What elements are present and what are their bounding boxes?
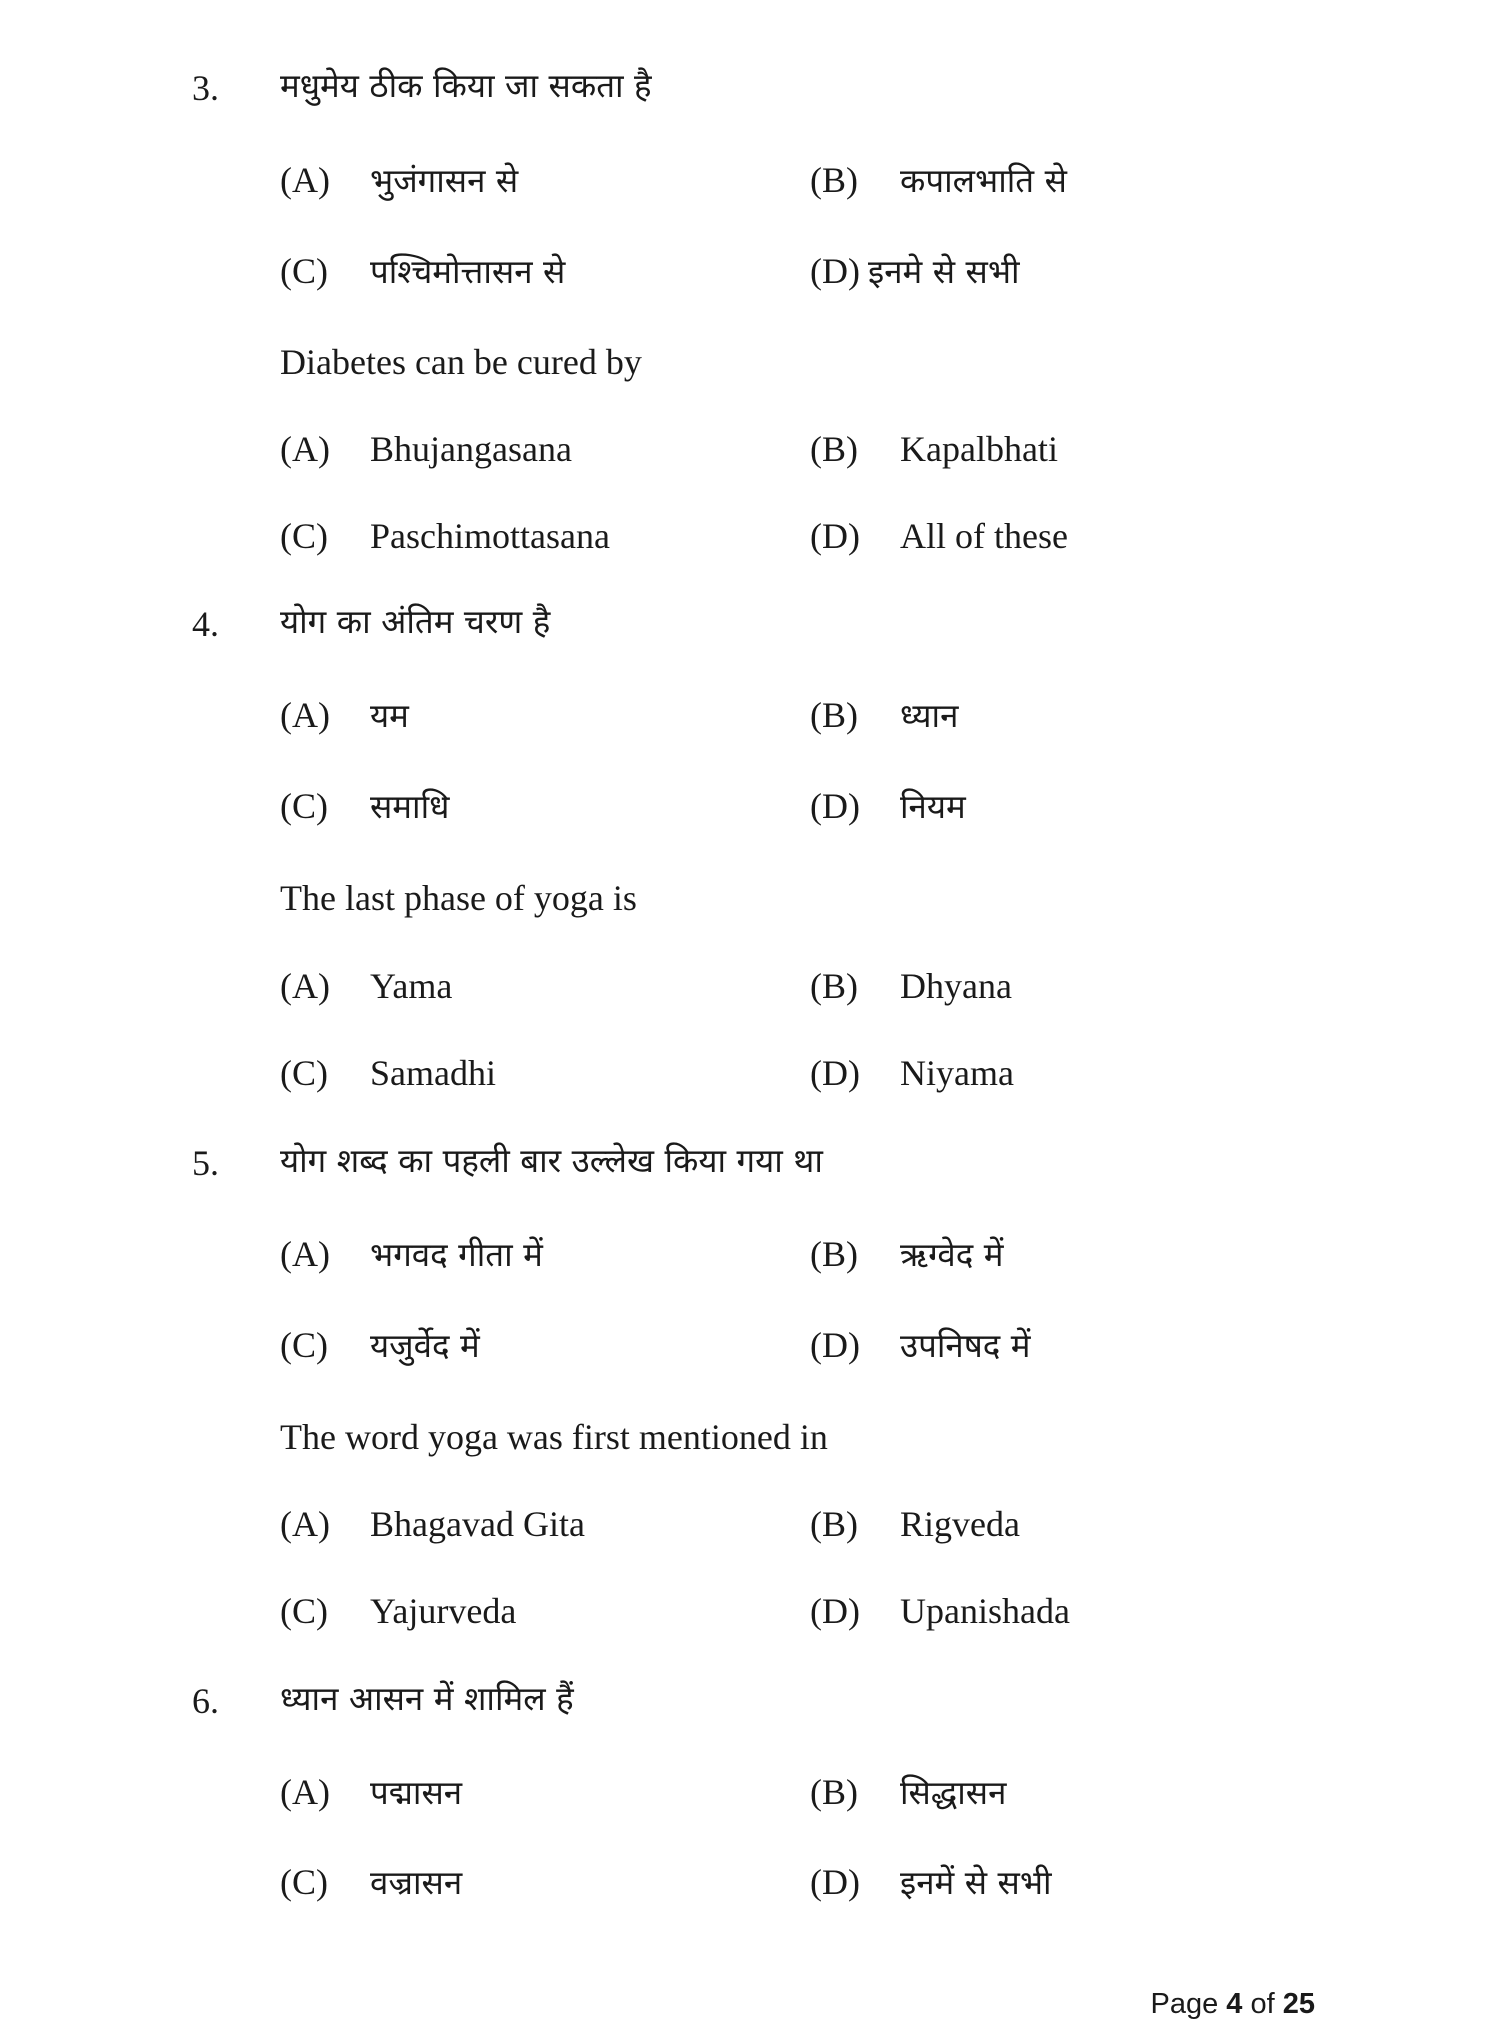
option-label: (A) [280, 1504, 330, 1544]
option-label: (D) [810, 1053, 860, 1093]
question-number: 6. [192, 1681, 219, 1721]
option-text: Dhyana [900, 966, 1012, 1006]
option-text: समाधि [370, 787, 450, 826]
english-question: Diabetes can be cured by [280, 342, 642, 382]
option-text: इनमे से सभी [868, 252, 1020, 291]
option-text: कपालभाति से [900, 161, 1067, 200]
option-label: (B) [810, 1504, 858, 1544]
hindi-option-a [280, 1770, 462, 1815]
option-label: (C) [280, 1325, 328, 1365]
page-number-footer [1150, 1988, 1315, 2021]
option-label: (C) [280, 786, 328, 826]
option-label: (A) [280, 1234, 330, 1274]
english-option-b [810, 1502, 1020, 1546]
option-label: (C) [280, 1591, 328, 1631]
question-number: 5. [192, 1143, 219, 1183]
hindi-question: ध्यान आसन में शामिल हैं [280, 1679, 574, 1718]
option-label: (B) [810, 966, 858, 1006]
english-option-c [280, 1589, 516, 1633]
english-option-c [280, 1051, 496, 1095]
hindi-option-b [810, 1232, 1004, 1277]
option-label: (C) [280, 251, 328, 291]
english-option-d [810, 514, 1068, 558]
hindi-option-c [280, 1860, 462, 1905]
option-text: Kapalbhati [900, 429, 1058, 469]
option-label: (D) [810, 1862, 860, 1902]
option-text: Upanishada [900, 1591, 1070, 1631]
option-label: (B) [810, 160, 858, 200]
hindi-option-a [280, 1232, 543, 1277]
option-label: (D) [810, 786, 860, 826]
option-text: उपनिषद में [900, 1326, 1031, 1365]
page-prefix: Page [1150, 1988, 1227, 2020]
option-text: नियम [900, 787, 966, 826]
english-question: The last phase of yoga is [280, 878, 637, 918]
option-label: (B) [810, 1234, 858, 1274]
option-text: Samadhi [370, 1053, 496, 1093]
english-option-a [280, 964, 452, 1008]
current-page: 4 [1226, 1988, 1243, 2020]
option-text: Bhagavad Gita [370, 1504, 585, 1544]
option-label: (A) [280, 160, 330, 200]
hindi-question: योग का अंतिम चरण है [280, 602, 551, 641]
hindi-option-b [810, 1770, 1006, 1815]
total-pages: 25 [1282, 1988, 1315, 2020]
option-label: (B) [810, 695, 858, 735]
option-text: Bhujangasana [370, 429, 572, 469]
hindi-option-d [810, 1323, 1031, 1368]
option-text: पद्मासन [370, 1773, 463, 1812]
option-text: वज्रासन [370, 1863, 463, 1902]
hindi-option-d [810, 249, 1020, 294]
hindi-option-c [280, 784, 449, 829]
hindi-question: योग शब्द का पहली बार उल्लेख किया गया था [280, 1141, 823, 1180]
option-label: (A) [280, 429, 330, 469]
option-label: (A) [280, 1772, 330, 1812]
option-text: Paschimottasana [370, 516, 610, 556]
english-question: The word yoga was first mentioned in [280, 1417, 828, 1457]
option-text: सिद्धासन [900, 1773, 1007, 1812]
hindi-option-d [810, 784, 966, 829]
option-label: (D) [810, 516, 860, 556]
option-text: यम [370, 696, 409, 735]
option-label: (D) [810, 251, 860, 291]
page-of: of [1242, 1988, 1283, 2020]
option-label: (C) [280, 1862, 328, 1902]
option-label: (A) [280, 695, 330, 735]
question-number: 4. [192, 604, 219, 644]
option-text: भुजंगासन से [370, 161, 519, 200]
english-option-b [810, 964, 1012, 1008]
english-option-d [810, 1051, 1014, 1095]
hindi-option-a [280, 693, 409, 738]
option-text: All of these [900, 516, 1068, 556]
option-label: (C) [280, 516, 328, 556]
hindi-option-a [280, 158, 518, 203]
option-text: Rigveda [900, 1504, 1020, 1544]
option-text: पश्चिमोत्तासन से [370, 252, 566, 291]
hindi-question: मधुमेय ठीक किया जा सकता है [280, 66, 652, 105]
option-label: (D) [810, 1325, 860, 1365]
option-label: (C) [280, 1053, 328, 1093]
option-text: ऋग्वेद में [900, 1235, 1004, 1274]
hindi-option-d [810, 1860, 1052, 1905]
question-number: 3. [192, 68, 219, 108]
option-label: (B) [810, 429, 858, 469]
option-text: Yajurveda [370, 1591, 517, 1631]
option-label: (D) [810, 1591, 860, 1631]
option-text: भगवद गीता में [370, 1235, 543, 1274]
option-text: यजुर्वेद में [370, 1326, 480, 1365]
option-label: (A) [280, 966, 330, 1006]
hindi-option-c [280, 1323, 480, 1368]
hindi-option-c [280, 249, 565, 294]
option-text: Niyama [900, 1053, 1014, 1093]
english-option-b [810, 427, 1058, 471]
option-label: (B) [810, 1772, 858, 1812]
hindi-option-b [810, 158, 1067, 203]
english-option-a [280, 1502, 585, 1546]
option-text: इनमें से सभी [900, 1863, 1052, 1902]
option-text: ध्यान [900, 696, 959, 735]
hindi-option-b [810, 693, 958, 738]
option-text: Yama [370, 966, 453, 1006]
english-option-d [810, 1589, 1070, 1633]
english-option-c [280, 514, 610, 558]
english-option-a [280, 427, 572, 471]
